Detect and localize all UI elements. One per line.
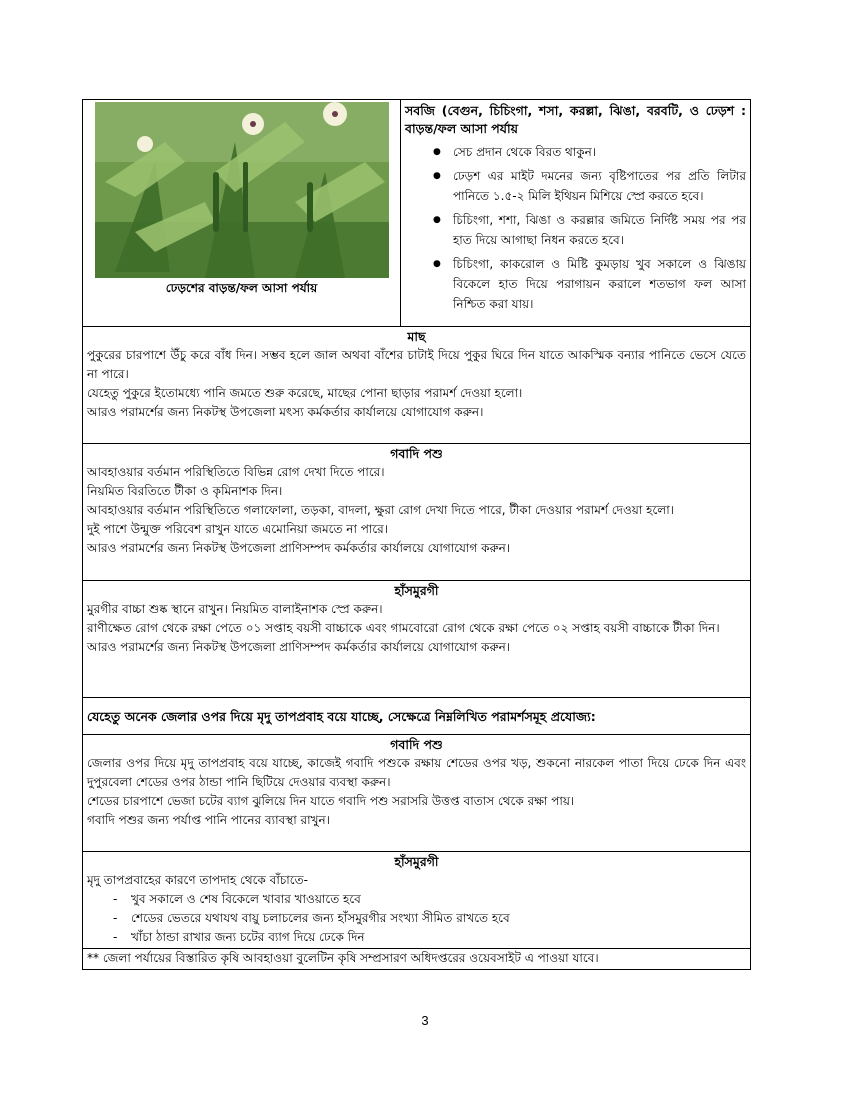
footer-note-row bbox=[83, 949, 751, 970]
livestock-line: নিয়মিত বিরতিতে টীকা ও কৃমিনাশক দিন। bbox=[87, 484, 283, 498]
footer-note-cell bbox=[83, 949, 751, 970]
heat-poultry-list bbox=[87, 890, 746, 947]
heat-livestock-line: গবাদি পশুর জন্য পর্যাপ্ত পানি পানের ব্যাবস্থা রাখুন। bbox=[87, 813, 330, 827]
vegetable-advice-list bbox=[405, 142, 746, 314]
fish-line: আরও পরামর্শের জন্য নিকটস্থ উপজেলা মৎস্য কর্মকর্তার কার্যালয়ে যোগাযোগ করুন। bbox=[87, 405, 484, 419]
heat-livestock-row bbox=[83, 735, 751, 852]
list-item: ● চিচিংগা, শশা, ঝিঙা ও করল্লার জমিতে নির্দিষ্ট সময় পর পর হাত দিয়ে আগাছা নিধন করতে হবে। bbox=[453, 210, 746, 250]
fish-row bbox=[83, 327, 751, 444]
list-item: ● ঢেড়শ এর মাইট দমনের জন্য বৃষ্টিপাতের পর প্রতি লিটার পানিতে ১.৫-২ মিলি ইথিয়ন মিশিয়ে স্প্রে করতে হবে। bbox=[453, 166, 746, 206]
fish-line: পুকুরের চারপাশে উঁচু করে বাঁধ দিন। সম্ভব হলে জাল অথবা বাঁশের চাটাই দিয়ে পুকুর ঘিরে দিন যাতে আকস্মিক বন্যার পানিতে ভেসে যেতে না পারে। bbox=[87, 348, 746, 381]
livestock-line: আবহাওয়ার বর্তমান পরিস্থিতিতে গলাফোলা, তড়কা, বাদলা, ক্ষুরা রোগ দেখা দিতে পারে, টীকা দেওয়ার পরামর্শ দেওয়া হলো। bbox=[87, 503, 674, 517]
poultry-row bbox=[83, 581, 751, 698]
heat-livestock-section-title: গবাদি পশু bbox=[390, 737, 443, 752]
heat-poultry-row bbox=[83, 852, 751, 949]
livestock-cell bbox=[83, 444, 751, 581]
photo-caption: ঢেড়শের বাড়ন্ত/ফল আসা পর্যায় bbox=[165, 281, 318, 295]
crop-row bbox=[83, 100, 751, 327]
heatwave-note: যেহেতু অনেক জেলার ওপর দিয়ে মৃদু তাপপ্রবাহ বয়ে যাচ্ছে, সেক্ষেত্রে নিম্নলিখিত পরামর্শসমূহ প্রযোজ্য: bbox=[87, 708, 596, 724]
heat-poultry-cell bbox=[83, 852, 751, 949]
livestock-line: দুই পাশে উন্মুক্ত পরিবেশ রাখুন যাতে এমোনিয়া জমতে না পারে। bbox=[87, 522, 389, 536]
heat-livestock-cell bbox=[83, 735, 751, 852]
photo-cell bbox=[83, 100, 401, 327]
list-item: - শেডের ভেতরে যথাযথ বায়ু চলাচলের জন্য হাঁসমুরগীর সংখ্যা সীমিত রাখতে হবে bbox=[131, 909, 746, 928]
page-number: 3 bbox=[421, 1013, 429, 1028]
livestock-section-title: গবাদি পশু bbox=[390, 446, 443, 461]
heat-livestock-line: শেডের চারপাশে ভেজা চটের ব্যাগ ঝুলিয়ে দিন যাতে গবাদি পশু সরাসরি উত্তপ্ত বাতাস থেকে রক্ষা পায়। bbox=[87, 794, 575, 808]
poultry-line: আরও পরামর্শের জন্য নিকটস্থ উপজেলা প্রাণিসম্পদ কর্মকর্তার কার্যালয়ে যোগাযোগ করুন। bbox=[87, 640, 511, 654]
fish-line: যেহেতু পুকুরে ইতোমধ্যে পানি জমতে শুরু করেছে, মাছের পোনা ছাড়ার পরামর্শ দেওয়া হলো। bbox=[87, 386, 523, 400]
list-item: - খাঁচা ঠান্ডা রাখার জন্য চটের ব্যাগ দিয়ে ঢেকে দিন bbox=[131, 928, 746, 947]
heat-livestock-line: জেলার ওপর দিয়ে মৃদু তাপপ্রবাহ বয়ে যাচ্ছে, কাজেই গবাদি পশুকে রক্ষায় শেডের ওপর খড়, শুকনো নারকেল পাতা দিয়ে ঢেকে দিন এবং দুপুরবেলা শেডের ওপর ঠান্ডা পানি ছিটিয়ে দেওয়ার ব্যবস্থা করুন। bbox=[87, 756, 746, 789]
list-item: - খুব সকালে ও শেষ বিকেলে খাবার খাওয়াতে হবে bbox=[131, 890, 746, 909]
okra-plant-photo bbox=[95, 102, 389, 278]
advisory-table bbox=[82, 99, 751, 970]
vegetable-section-title: সবজি (বেগুন, চিচিংগা, শসা, করল্লা, ঝিঙা, বরবটি, ও ঢেড়শ : বাড়ন্ত/ফল আসা পর্যায় bbox=[405, 103, 746, 136]
list-item: ● সেচ প্রদান থেকে বিরত থাকুন। bbox=[453, 142, 746, 162]
poultry-line: মুরগীর বাচ্চা শুষ্ক স্থানে রাখুন। নিয়মিত বালাইনাশক স্প্রে করুন। bbox=[87, 602, 383, 616]
heat-poultry-section-title: হাঁসমুরগী bbox=[394, 854, 439, 869]
list-item: ● চিচিংগা, কাকরোল ও মিষ্টি কুমড়ায় খুব সকালে ও ঝিঙায় বিকেলে হাত দিয়ে পরাগায়ন করালে শতভাগ ফল আসা নিশ্চিত করা যায়। bbox=[453, 254, 746, 314]
livestock-line: আবহাওয়ার বর্তমান পরিস্থিতিতে বিভিন্ন রোগ দেখা দিতে পারে। bbox=[87, 465, 385, 479]
fish-section-title: মাছ bbox=[407, 329, 426, 344]
livestock-line: আরও পরামর্শের জন্য নিকটস্থ উপজেলা প্রাণিসম্পদ কর্মকর্তার কার্যালয়ে যোগাযোগ করুন। bbox=[87, 541, 511, 555]
footer-note: ** জেলা পর্যায়ের বিস্তারিত কৃষি আবহাওয়া বুলেটিন কৃষি সম্প্রসারণ অধিদপ্তরের ওয়েবসাইট এ পাওয়া যাবে। bbox=[87, 951, 599, 965]
fish-cell bbox=[83, 327, 751, 444]
heat-poultry-intro: মৃদু তাপপ্রবাহের কারণে তাপদাহ থেকে বাঁচাতে- bbox=[87, 873, 308, 887]
heatwave-note-row bbox=[83, 698, 751, 735]
poultry-section-title: হাঁসমুরগী bbox=[394, 583, 439, 598]
poultry-line: রাণীক্ষেত রোগ থেকে রক্ষা পেতে ০১ সপ্তাহ বয়সী বাচ্চাকে এবং গামবোরো রোগ থেকে রক্ষা পেতে ০২ সপ্তাহ বয়সী বাচ্চাকে টীকা দিন। bbox=[87, 621, 720, 635]
livestock-row bbox=[83, 444, 751, 581]
heatwave-note-cell bbox=[83, 698, 751, 735]
crop-advice-cell bbox=[401, 100, 751, 327]
poultry-cell bbox=[83, 581, 751, 698]
